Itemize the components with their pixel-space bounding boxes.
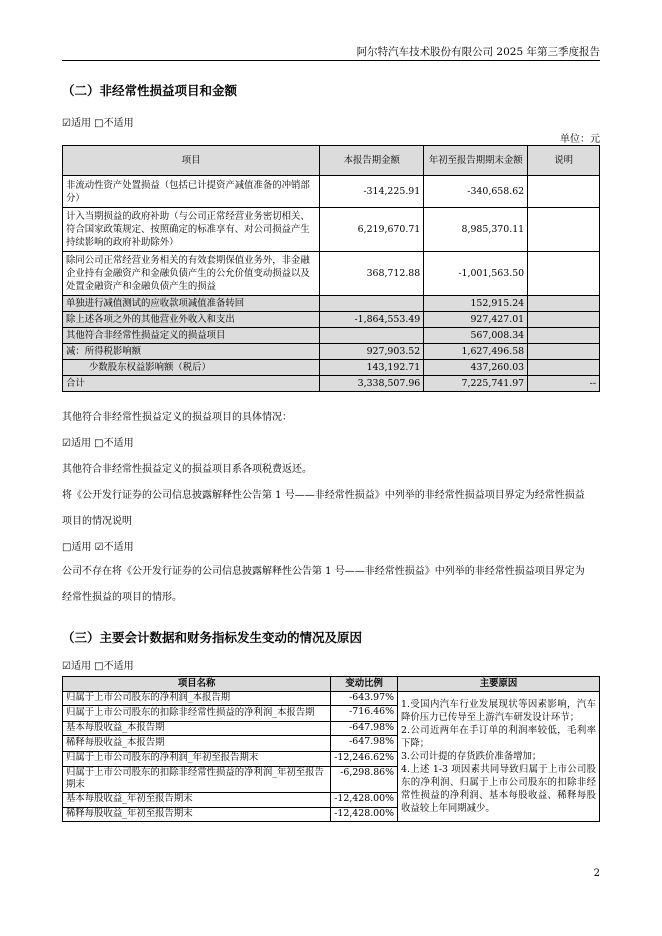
cell-item: 其他符合非经常性损益定义的损益项目 bbox=[63, 328, 320, 344]
table-header-row bbox=[63, 146, 600, 176]
cell-ratio: -643.97% bbox=[331, 692, 398, 706]
cell-current bbox=[320, 296, 424, 312]
cell-ytd: 7,225,741.97 bbox=[424, 376, 528, 392]
cell-current: -314,225.91 bbox=[320, 176, 424, 208]
header-divider bbox=[62, 60, 600, 61]
col-header-item: 项目 bbox=[63, 146, 320, 176]
changes-table bbox=[62, 676, 600, 822]
cell-item: 合计 bbox=[63, 376, 320, 392]
other-applicable-line: ☑适用 □不适用 bbox=[62, 438, 134, 449]
col-header-ytd: 年初至报告期期末金额 bbox=[424, 146, 528, 176]
cell-name: 稀释每股收益_年初至报告期末 bbox=[63, 807, 331, 821]
reason-item: 4.上述 1-3 项因素共同导致归属于上市公司股东的净利润、归属于上市公司股东的扣除非经常性损益的净利润、基本每股收益、稀释每股收益较上年同期减少。 bbox=[401, 764, 596, 814]
cell-item: 减：所得税影响额 bbox=[63, 344, 320, 360]
cell-ytd: 567,008.34 bbox=[424, 328, 528, 344]
reason-item: 3.公司计提的存货跌价准备增加； bbox=[401, 751, 542, 762]
cell-ytd: -340,658.62 bbox=[424, 176, 528, 208]
cell-note: -- bbox=[528, 376, 600, 392]
cell-note bbox=[528, 344, 600, 360]
cell-ratio: -12,246.62% bbox=[331, 751, 398, 766]
cell-item: 单独进行减值测试的应收款项减值准备转回 bbox=[63, 296, 320, 312]
other-items-text: 其他符合非经常性损益定义的损益项目系各项税费返还。 bbox=[62, 464, 312, 475]
applicable-checkbox-line: ☑适用 □不适用 bbox=[62, 118, 134, 129]
define-line-1: 将《公开发行证券的公司信息披露解释性公告第 1 号——非经常性损益》中列举的非经常性损益项目界定为经常性损益 bbox=[62, 490, 585, 501]
cell-name: 归属于上市公司股东的净利润_本报告期 bbox=[63, 692, 331, 706]
cell-ratio: -716.46% bbox=[331, 705, 398, 721]
reason-item: 2.公司近两年在手订单的利润率较低，毛利率下降； bbox=[401, 725, 596, 749]
cell-current: 3,338,507.96 bbox=[320, 376, 424, 392]
cell-current: 6,219,670.71 bbox=[320, 208, 424, 252]
cell-reasons bbox=[398, 692, 600, 822]
table-row bbox=[63, 208, 600, 252]
cell-ratio: -647.98% bbox=[331, 735, 398, 751]
define-applicable-line: □适用 ☑不适用 bbox=[62, 542, 134, 553]
cell-ytd: 8,985,370.11 bbox=[424, 208, 528, 252]
section-heading-nonrecurring: （二）非经常性损益项目和金额 bbox=[62, 83, 238, 98]
cell-current: -1,864,553.49 bbox=[320, 312, 424, 328]
cell-ytd: 152,915.24 bbox=[424, 296, 528, 312]
cell-current bbox=[320, 328, 424, 344]
col-header-current: 本报告期金额 bbox=[320, 146, 424, 176]
table-row bbox=[63, 176, 600, 208]
col-header-note: 说明 bbox=[528, 146, 600, 176]
cell-item: 除上述各项之外的其他营业外收入和支出 bbox=[63, 312, 320, 328]
table-row bbox=[63, 328, 600, 344]
cell-note bbox=[528, 208, 600, 252]
cell-item: 少数股东权益影响额（税后） bbox=[63, 360, 320, 376]
none-line-1: 公司不存在将《公开发行证券的公司信息披露解释性公告第 1 号——非经常性损益》中列举的非经常性损益项目界定为 bbox=[62, 566, 585, 577]
none-line-2: 经常性损益的项目的情形。 bbox=[62, 592, 182, 603]
cell-name: 归属于上市公司股东的扣除非经常性损益的净利润_本报告期 bbox=[63, 705, 331, 721]
cell-ytd: -1,001,563.50 bbox=[424, 252, 528, 296]
cell-ytd: 927,427.01 bbox=[424, 312, 528, 328]
col-header-reason: 主要原因 bbox=[398, 677, 600, 692]
cell-note bbox=[528, 296, 600, 312]
cell-name: 归属于上市公司股东的净利润_年初至报告期末 bbox=[63, 751, 331, 766]
cell-current: 368,712.88 bbox=[320, 252, 424, 296]
cell-name: 归属于上市公司股东的扣除非经常性损益的净利润_年初至报告期末 bbox=[63, 766, 331, 792]
table-row bbox=[63, 692, 600, 706]
page-header: 阿尔特汽车技术股份有限公司 2025 年第三季度报告 bbox=[356, 46, 600, 58]
cell-note bbox=[528, 252, 600, 296]
col-header-ratio: 变动比例 bbox=[331, 677, 398, 692]
cell-note bbox=[528, 176, 600, 208]
changes-applicable-line: ☑适用 □不适用 bbox=[62, 661, 134, 672]
other-items-title: 其他符合非经常性损益定义的损益项目的具体情况： bbox=[62, 412, 292, 423]
cell-name: 基本每股收益_年初至报告期末 bbox=[63, 792, 331, 807]
cell-ytd: 1,627,496.58 bbox=[424, 344, 528, 360]
cell-item: 计入当期损益的政府补助（与公司正常经营业务密切相关、符合国家政策规定、按照确定的标准享有、对公司损益产生持续影响的政府补助除外） bbox=[63, 208, 320, 252]
cell-ratio: -12,428.00% bbox=[331, 792, 398, 807]
cell-ratio: -12,428.00% bbox=[331, 807, 398, 821]
cell-current: 927,903.52 bbox=[320, 344, 424, 360]
cell-note bbox=[528, 360, 600, 376]
table-row bbox=[63, 252, 600, 296]
cell-name: 稀释每股收益_本报告期 bbox=[63, 735, 331, 751]
table-row bbox=[63, 312, 600, 328]
table-row bbox=[63, 360, 600, 376]
cell-current: 143,192.71 bbox=[320, 360, 424, 376]
cell-item: 除同公司正常经营业务相关的有效套期保值业务外，非金融企业持有金融资产和金融负债产生的公允价值变动损益以及处置金融资产和金融负债产生的损益 bbox=[63, 252, 320, 296]
section-heading-changes: （三）主要会计数据和财务指标发生变动的情况及原因 bbox=[62, 630, 363, 645]
cell-note bbox=[528, 312, 600, 328]
page-number: 2 bbox=[593, 868, 600, 879]
changes-header-row bbox=[63, 677, 600, 692]
cell-ytd: 437,260.03 bbox=[424, 360, 528, 376]
cell-note bbox=[528, 328, 600, 344]
unit-label: 单位：元 bbox=[560, 134, 600, 145]
reason-item: 1.受国内汽车行业发展现状等因素影响，汽车降价压力已传导至上游汽车研发设计环节； bbox=[401, 699, 596, 723]
nonrecurring-items-table bbox=[62, 145, 600, 392]
col-header-name: 项目名称 bbox=[63, 677, 331, 692]
table-row bbox=[63, 344, 600, 360]
table-row bbox=[63, 376, 600, 392]
cell-ratio: -6,298.86% bbox=[331, 766, 398, 792]
cell-ratio: -647.98% bbox=[331, 721, 398, 735]
define-line-2: 项目的情况说明 bbox=[62, 516, 132, 527]
table-row bbox=[63, 296, 600, 312]
cell-item: 非流动性资产处置损益（包括已计提资产减值准备的冲销部分） bbox=[63, 176, 320, 208]
cell-name: 基本每股收益_本报告期 bbox=[63, 721, 331, 735]
